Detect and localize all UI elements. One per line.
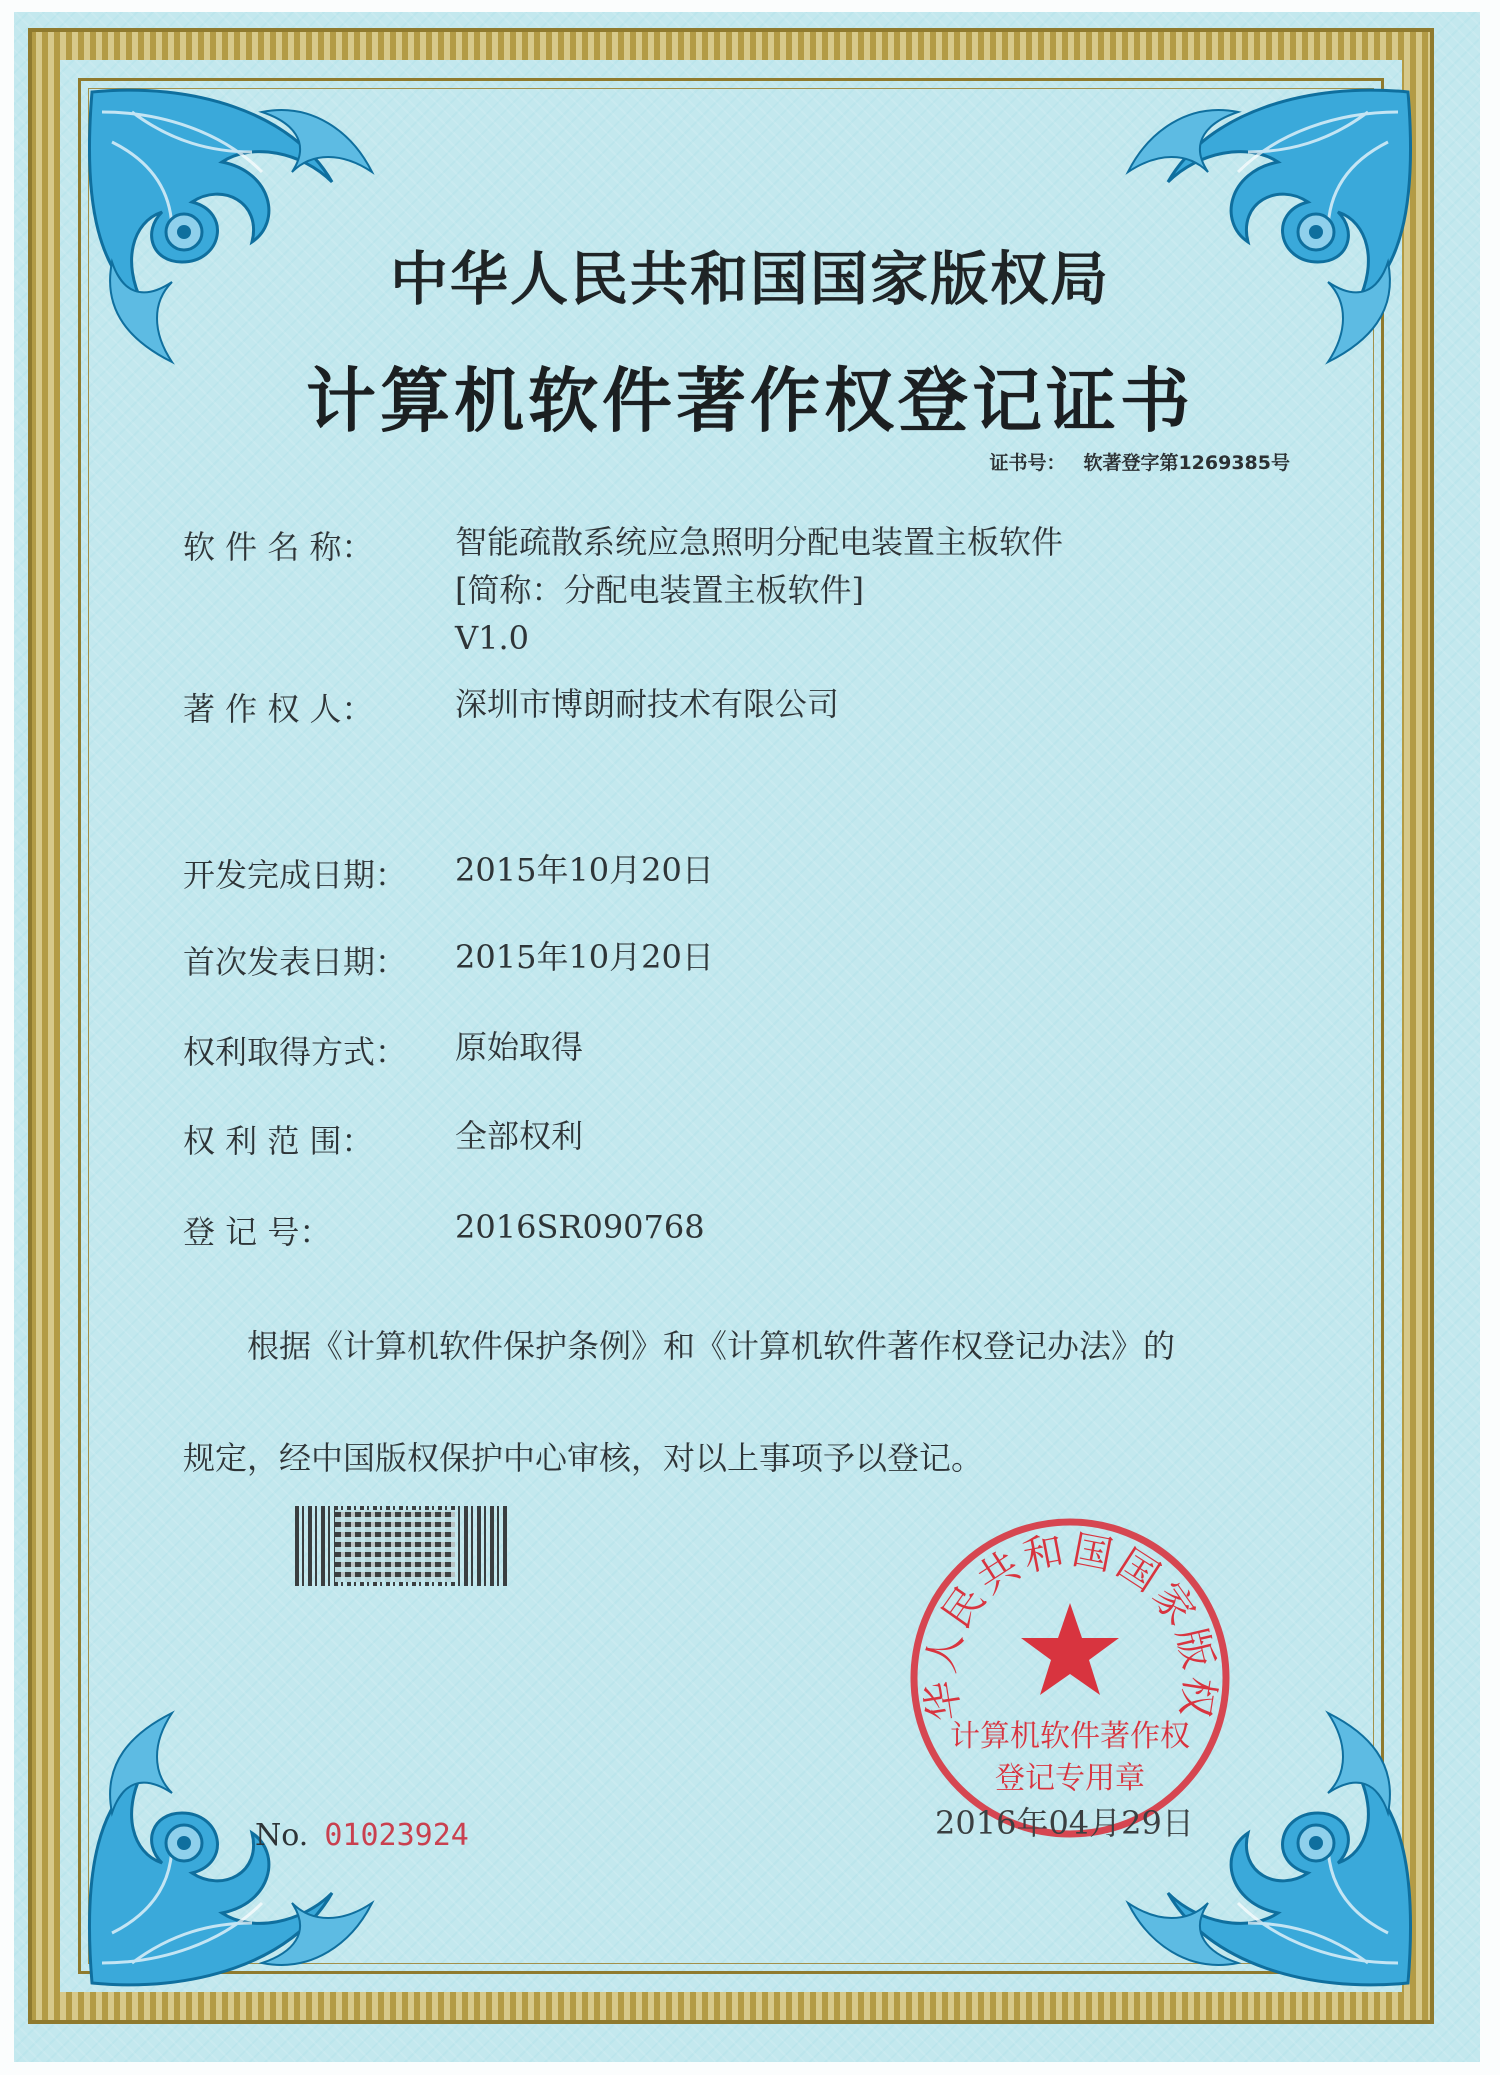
corner-ornament-bottom-left — [72, 1703, 392, 2003]
completion-date-value: 2015年10月20日 — [455, 851, 714, 889]
field-value — [455, 850, 714, 898]
serial-value: 01023924 — [324, 1818, 469, 1853]
field-value — [455, 937, 714, 985]
software-version-line: V1.0 — [455, 619, 529, 657]
field-value — [455, 1116, 583, 1164]
corner-ornament-top-right — [1108, 72, 1428, 372]
field-label: 登 记 号： — [183, 1213, 332, 1251]
field-value — [455, 522, 1063, 666]
corner-ornament-top-left — [72, 72, 392, 372]
registration-number-value: 2016SR090768 — [455, 1208, 705, 1246]
field-label: 著 作 权 人： — [183, 690, 374, 728]
seal-inner-line-1: 计算机软件著作权 — [950, 1719, 1190, 1754]
statement-line-1: 根据《计算机软件保护条例》和《计算机软件著作权登记办法》的 — [247, 1327, 1176, 1365]
field-label: 开发完成日期： — [183, 856, 408, 894]
barcode-image — [295, 1506, 510, 1586]
field-value — [455, 684, 839, 732]
first-publication-date-value: 2015年10月20日 — [455, 938, 714, 976]
barcode-matrix — [335, 1510, 455, 1582]
serial-number — [255, 1818, 469, 1853]
certificate-number-value: 软著登字第1269385号 — [1083, 452, 1290, 474]
certificate-number-label: 证书号： — [989, 452, 1066, 474]
statement-line-2: 规定，经中国版权保护中心审核，对以上事项予以登记。 — [183, 1439, 984, 1477]
field-label: 软 件 名 称： — [183, 528, 374, 566]
field-value — [455, 1207, 705, 1255]
certificate-number — [989, 448, 1290, 475]
issuer-heading: 中华人民共和国国家版权局 — [389, 245, 1110, 313]
seal-ring-text: 华人民共和国国家版权 — [917, 1527, 1223, 1725]
issue-date: 2016年04月29日 — [935, 1804, 1194, 1842]
software-short-name-line: [简称：分配电装置主板软件] — [455, 571, 864, 609]
official-seal — [905, 1513, 1235, 1843]
field-label: 权 利 范 围： — [183, 1122, 374, 1160]
acquisition-method-value: 原始取得 — [455, 1028, 584, 1066]
field-value — [455, 1027, 583, 1075]
software-name-line: 智能疏散系统应急照明分配电装置主板软件 — [455, 523, 1064, 561]
field-label: 权利取得方式： — [183, 1033, 408, 1071]
svg-text:中华人民共和国国家版权局 — [905, 1513, 1223, 1724]
serial-prefix: No. — [255, 1818, 309, 1853]
certificate-title: 计算机软件著作权登记证书 — [306, 359, 1194, 442]
rights-scope-value: 全部权利 — [455, 1117, 584, 1155]
copyright-owner-value: 深圳市博朗耐技术有限公司 — [455, 685, 840, 723]
field-label: 首次发表日期： — [183, 943, 408, 981]
seal-inner-line-2: 登记专用章 — [995, 1761, 1145, 1796]
